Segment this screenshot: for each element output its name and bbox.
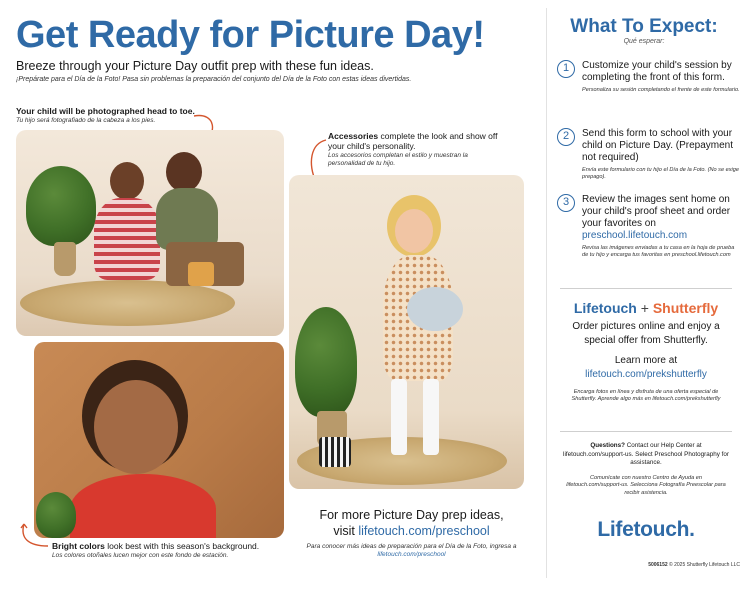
toy-plush: [407, 287, 463, 331]
preschool-link[interactable]: lifetouch.com/preschool: [358, 524, 490, 539]
learn-more: [558, 354, 734, 381]
step-3-spanish: Revisa las imágenes enviadas a tu casa en la hoja de prueba de tu hijo y encarga tus favoritas en preschool.lifetouch.com: [582, 245, 735, 258]
learn-more-label: Learn more at: [614, 355, 678, 366]
page-subtitle-spanish: ¡Prepárate para el Día de la Foto! Pasa sin problemas la preparación del conjunto del Día de la Foto con estas ideas divertidas.: [16, 76, 412, 83]
step-3-text: Review the images sent home on your child's proof sheet and order your favorites on: [582, 194, 731, 229]
child-head: [110, 162, 144, 200]
arrow-icon: [16, 520, 52, 550]
plant: [295, 307, 357, 417]
more-prep-spanish-text: Para conocer más ideas de preparación para el Día de la Foto, ingresa a: [306, 542, 517, 550]
photo-girl-standing: [289, 175, 524, 489]
section-divider: [560, 288, 732, 289]
note-bright-colors-spanish: Los colores otoñales lucen mejor con este fondo de estación.: [52, 552, 229, 560]
step-3: [557, 194, 737, 274]
preschool-link-spanish[interactable]: lifetouch.com/preschool: [377, 550, 446, 558]
column-divider: [546, 8, 547, 578]
lifetouch-logo: Lifetouch.: [597, 518, 695, 541]
child-gingham-dress: [94, 198, 160, 280]
note-bright-colors-text: look best with this season's background.: [104, 541, 260, 551]
more-prep-ideas: [299, 507, 524, 559]
plus-sign: +: [640, 300, 649, 316]
child-face: [395, 209, 433, 253]
copyright: [600, 562, 740, 568]
expect-subtitle: Qué esperar:: [623, 38, 665, 45]
photo-two-children: [16, 130, 284, 336]
order-text: Order pictures online and enjoy a special offer from Shutterfly.: [572, 321, 720, 346]
expect-title: What To Expect:: [570, 16, 718, 37]
step-text: [582, 194, 742, 259]
step-1-text: Customize your child's session by completing the front of this form.: [582, 60, 732, 83]
proof-link[interactable]: preschool.lifetouch.com: [582, 230, 688, 241]
questions-bold: Questions?: [590, 442, 625, 449]
section-divider: [560, 431, 732, 432]
note-accessories-text: complete the look and show off your child's personality.: [328, 131, 498, 152]
page-subtitle: Breeze through your Picture Day outfit prep with these fun ideas.: [16, 59, 374, 73]
note-bright-colors-bold: Bright colors: [52, 541, 105, 551]
child-head: [166, 152, 202, 192]
more-prep-spanish: [299, 543, 524, 559]
plant: [26, 166, 96, 246]
note-accessories: [328, 131, 498, 168]
form-code: 5006152: [648, 562, 668, 568]
questions-help: [563, 442, 729, 468]
copyright-text: © 2025 Shutterfly Lifetouch LLC: [667, 562, 740, 568]
rug: [20, 280, 235, 326]
toy-lion: [188, 262, 214, 286]
page-title: Get Ready for Picture Day!: [16, 14, 485, 56]
note-head-to-toe-bold: Your child will be photographed head to toe.: [16, 106, 195, 116]
questions-text: Contact our Help Center at lifetouch.com/support-us. Select Preschool Photography for assistance.: [563, 442, 729, 466]
shutterfly-brand: Shutterfly: [652, 300, 719, 316]
partner-brands: [556, 300, 736, 316]
child-leg: [423, 379, 439, 455]
more-prep-line1: For more Picture Day prep ideas,: [319, 508, 504, 522]
step-number: 1: [557, 60, 575, 78]
step-2: [557, 128, 740, 190]
photo-boy-portrait: [34, 342, 284, 538]
toy-zebra: [319, 437, 351, 467]
child-face: [94, 380, 178, 474]
step-number: 2: [557, 128, 575, 146]
child-green-shirt: [156, 188, 218, 250]
step-number: 3: [557, 194, 575, 212]
step-2-text: Send this form to school with your child on Picture Day. (Prepayment not required): [582, 128, 733, 163]
note-accessories-spanish: Los accesorios completan el estilo y muestran la personalidad de tu hijo.: [328, 152, 468, 168]
step-1-spanish: Personaliza su sesión completando el frente de este formulario.: [582, 87, 740, 93]
shutterfly-link[interactable]: lifetouch.com/prekshutterfly: [585, 368, 707, 380]
child-leg: [391, 379, 407, 455]
note-accessories-bold: Accessories: [328, 131, 379, 141]
more-prep-visit: visit: [333, 524, 359, 539]
note-head-to-toe-spanish: Tu hijo será fotografiado de la cabeza a los pies.: [16, 117, 156, 125]
lifetouch-brand: Lifetouch: [573, 300, 637, 316]
plant-pot: [54, 242, 76, 276]
questions-spanish: Comunícate con nuestro Centro de Ayuda en lifetouch.com/support-us. Selecciona Fotografía Preescolar para recibir asistencia.: [566, 475, 726, 496]
step-text: [582, 60, 742, 94]
step-text: [582, 128, 742, 181]
note-bright-colors: [52, 541, 292, 560]
step-2-spanish: Envía este formulario con tu hijo el Día de la Foto. (No se exige prepago).: [582, 167, 740, 180]
child-red-shirt: [70, 474, 216, 538]
order-spanish: Encarga fotos en línea y disfruta de una oferta especial de Shutterfly. Aprende algo más en lifetouch.com/prekshutterfly: [571, 389, 721, 403]
step-1: [557, 60, 740, 122]
